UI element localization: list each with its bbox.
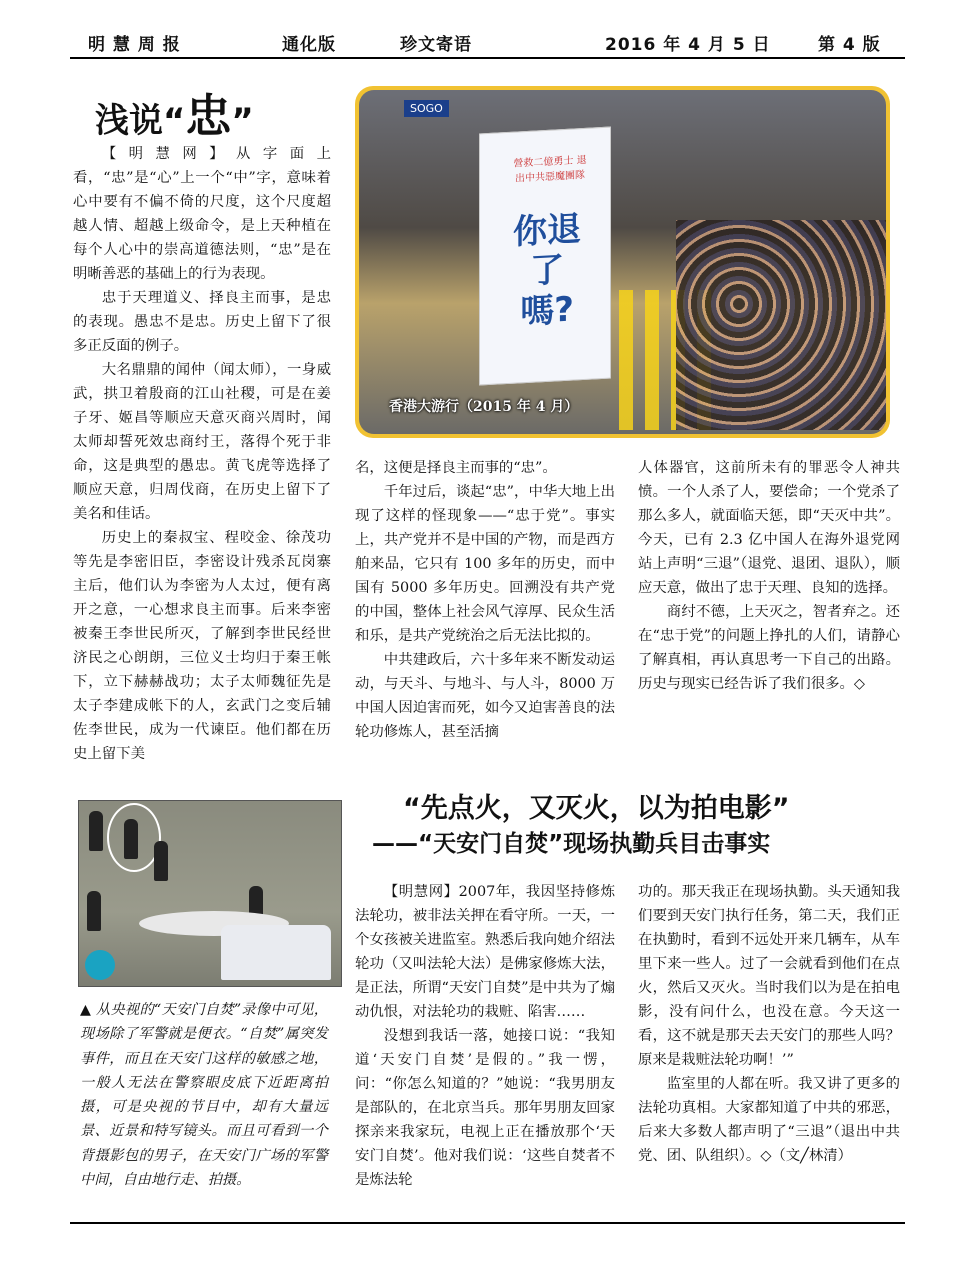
paragraph: 人体器官，这前所未有的罪恶令人神共愤。一个人杀了人，要偿命；一个党杀了那么多人，就面临天惩，即“天灭中共”。今天，已有 2.3 亿中国人在海外退党网站上声明“三退”（退党、退团、退队），顺应天意，做出了忠于天理、良知的选择。	[638, 460, 900, 596]
parade-photo-image	[359, 90, 886, 434]
paragraph: 商纣不德，上天灭之，智者弃之。还在“忠于党”的问题上挣扎的人们，请静心了解真相，再认真思考一下自己的出路。历史与现实已经告诉了我们很多。◇	[638, 604, 900, 692]
header-rule	[70, 57, 905, 59]
paragraph: 【明慧网】2007年，我因坚持修炼法轮功，被非法关押在看守所。一天，一个女孩被关进监室。熟悉后我向她介绍法轮功（又叫法轮大法）是佛家修炼大法，是正法，所谓“天安门自焚”是中共为了煽动仇恨，对法轮功的栽赃、陷害……	[355, 884, 615, 1020]
spectator-crowd	[676, 220, 886, 430]
article2-subtitle: ——“天安门自焚”现场执勤兵目击事实	[372, 831, 771, 857]
video-caption: ▲ 从央视的“天安门自焚”录像中可见，现场除了军警就是便衣。“自焚”属突发事件，而且在天安门这样的敏感之地，一般人无法在警察眼皮底下近距离拍摄，可是央视的节目中，却有大量远景、近景和特写镜头。而且可看到一个背摄影包的男子，在天安门广场的军警中间，自由地行走、拍摄。	[80, 1002, 328, 1189]
article2-column-3	[638, 880, 900, 1168]
issue-date: 2016 年 4 月 5 日	[605, 35, 771, 55]
banner-main-text: 你退了嗎?	[513, 209, 581, 333]
person-figure	[89, 811, 103, 851]
white-van	[221, 925, 331, 980]
paragraph: 【明慧网】从字面上看，“忠”是“心”上一个“中”字，意味着心中要有不偏不倚的尺度，这个尺度超越人情、超越上级命令，是上天种植在每个人心中的崇高道德法则，“忠”是在明晰善恶的基础上的行为表现。	[73, 146, 331, 282]
title-prefix: 浅说	[95, 101, 163, 141]
paragraph: 功的。那天我正在现场执勤。头天通知我们要到天安门执行任务，第二天，我们正在执勤时，看到不远处开来几辆车，从车里下来一些人。过了一会就看到他们在点火，然后又灭火。当时我们以为是在拍电影，没有问什么，也没在意。今天这一看，这不就是那天去天安门的那些人吗？原来是栽赃法轮功啊！’”	[638, 884, 900, 1068]
paragraph: 监室里的人都在听。我又讲了更多的法轮功真相。大家都知道了中共的邪恶，后来大多数人都声明了“三退”（退出中共党、团、队组织）。◇（文╱林清）	[638, 1076, 900, 1164]
article1-title	[95, 80, 254, 146]
photo-caption: 香港大游行（2015 年 4 月）	[389, 399, 579, 415]
paragraph: 大名鼎鼎的闻仲（闻太师），一身威武，拱卫着殷商的江山社稷，可是在姜子牙、姬昌等顺应天意灭商兴周时，闻太师却誓死效忠商纣王，落得个死于非命，这是典型的愚忠。黄飞虎等选择了顺应天意，归周伐商，在历史上留下了美名和佳话。	[73, 362, 331, 522]
paragraph: 千年过后，谈起“忠”，中华大地上出现了这样的怪现象——“忠于党”。事实上，共产党并不是中国的产物，而是西方舶来品，它只有 100 多年的历史，而中国有 5000 多年历史。回溯没有共产党的中国，整体上社会风气淳厚、民众生活和乐，是共产党统治之后无法比拟的。	[355, 484, 615, 644]
parade-photo	[355, 86, 890, 438]
article1-column-3	[638, 456, 900, 696]
article1-column-2	[355, 456, 615, 744]
article2-title: “先点火，又灭火，以为拍电影”	[403, 793, 790, 824]
person-figure	[124, 819, 138, 859]
title-quote-open: “	[163, 101, 186, 141]
cctv-video-still	[78, 800, 342, 987]
cctv-logo-icon	[85, 950, 115, 980]
page-number: 第 4 版	[818, 35, 881, 55]
title-character: 忠	[185, 89, 232, 143]
person-figure	[87, 891, 101, 931]
footer-rule	[70, 1222, 905, 1224]
paragraph: 历史上的秦叔宝、程咬金、徐茂功等先是李密旧臣，李密设计残杀瓦岗寨主后，他们认为李密为人太过，便有离开之意，一心想求良主而事。后来李密被秦王李世民所灭，了解到李世民经世济民之心朗朗，三位义士均归于秦王帐下，立下赫赫战功；太子太师魏征先是太子李建成帐下的人，玄武门之变后辅佐李世民，成为一代谏臣。他们都在历史上留下美	[73, 530, 331, 762]
edition: 通化版	[282, 35, 336, 55]
paragraph: 忠于天理道义、择良主而事，是忠的表现。愚忠不是忠。历史上留下了很多正反面的例子。	[73, 290, 331, 354]
banner-top-text: 營救二億勇士 退出中共惡魔團隊	[513, 154, 587, 185]
title-quote-close: ”	[231, 101, 254, 141]
paragraph: 没想到我话一落，她接口说：“我知道‘天安门自焚’是假的。”我一愣，问：“你怎么知道的？”她说：“我男朋友是部队的，在北京当兵。那年男朋友回家探亲来我家玩，电视上正在播放那个‘天安门自焚’。他对我们说：‘这些自焚者不是炼法轮	[355, 1028, 615, 1188]
paragraph: 中共建政后，六十多年来不断发动运动，与天斗、与地斗、与人斗，8000 万中国人因迫害而死，如今又迫害善良的法轮功修炼人，甚至活摘	[355, 652, 615, 740]
parade-banner	[479, 127, 611, 386]
newspaper-name: 明 慧 周 报	[88, 35, 181, 55]
section-name: 珍文寄语	[400, 35, 472, 55]
paragraph: 名，这便是择良主而事的“忠”。	[355, 460, 557, 476]
person-figure	[154, 841, 168, 881]
article2-column-2	[355, 880, 615, 1192]
article1-column-1	[73, 142, 331, 766]
store-sign: SOGO	[404, 100, 449, 117]
